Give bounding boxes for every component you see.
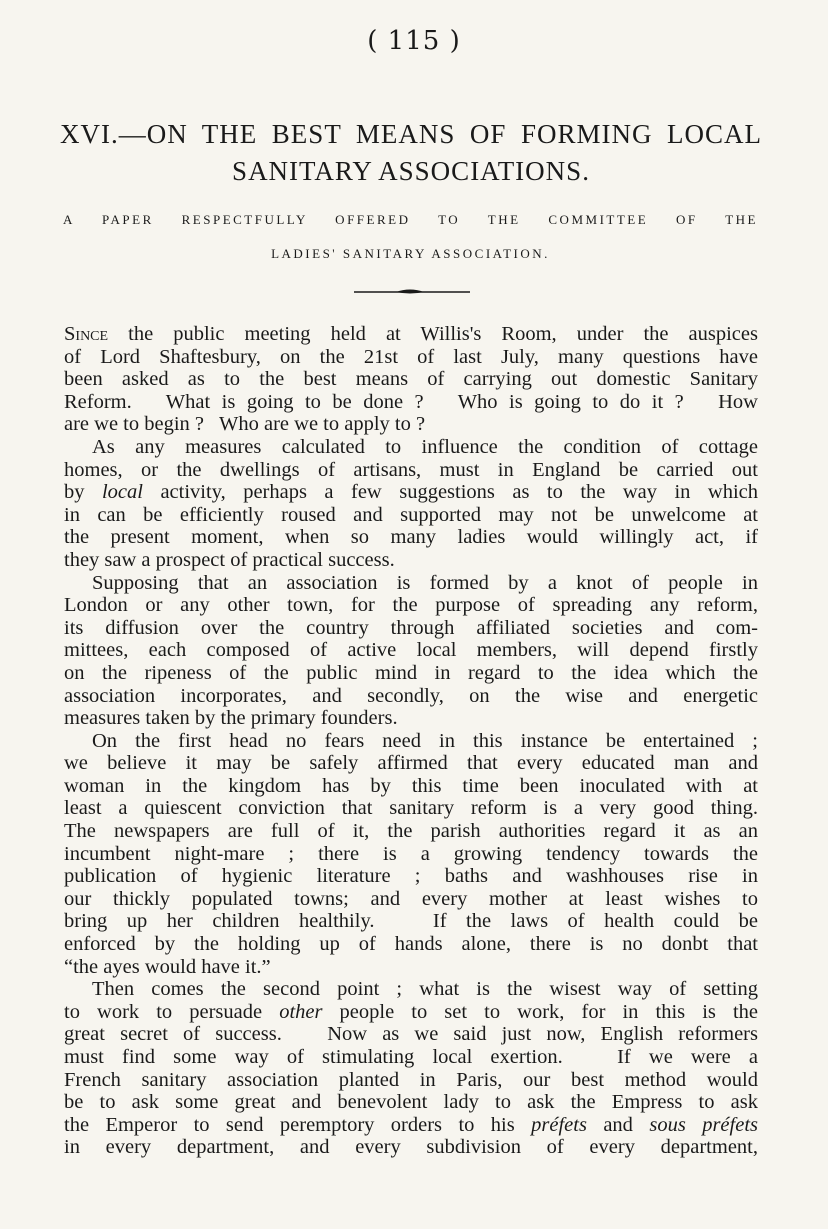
text-line: its diffusion over the country through affiliated societies and com- bbox=[64, 616, 758, 639]
text-line: on the ripeness of the public mind in regard to the idea which the bbox=[64, 661, 758, 684]
text-line: measures taken by the primary founders. bbox=[64, 707, 398, 730]
drop-word: Since bbox=[64, 323, 109, 345]
page-number: ( 115 ) bbox=[367, 26, 461, 56]
text-line: Since the public meeting held at Willis's Room, under the auspices bbox=[64, 323, 758, 345]
article-subtitle-line-2: LADIES' SANITARY ASSOCIATION. bbox=[271, 246, 550, 261]
text-line: be to ask some great and benevolent lady to ask the Empress to ask bbox=[64, 1091, 758, 1114]
italic-word: local bbox=[101, 481, 143, 504]
text-line: bring up her children healthily. If the laws of health could be bbox=[64, 910, 758, 933]
text-line: The newspapers are full of it, the parish authorities regard it as an bbox=[64, 820, 758, 843]
text-line: mittees, each composed of active local members, will depend firstly bbox=[64, 639, 758, 662]
text-line: must find some way of stimulating local exertion. If we were a bbox=[64, 1046, 758, 1068]
article-subtitle bbox=[63, 203, 758, 271]
text-line: Then comes the second point ; what is the wisest way of setting bbox=[92, 978, 758, 1001]
text-line: are we to begin ? Who are we to apply to ? bbox=[64, 413, 426, 436]
article-title bbox=[60, 116, 762, 190]
text-line: great secret of success. Now as we said just now, English reformers bbox=[64, 1023, 758, 1046]
text-line: they saw a prospect of practical success. bbox=[64, 548, 395, 571]
text-line: the Emperor to send peremptory orders to his préfets and sous préfets bbox=[64, 1113, 758, 1136]
italic-word: other bbox=[279, 1000, 323, 1023]
text-line: enforced by the holding up of hands alone, there is no donbt that bbox=[64, 933, 758, 956]
text-line: “the ayes would have it.” bbox=[64, 955, 271, 978]
text-line: On the first head no fears need in this instance be entertained ; bbox=[92, 729, 758, 752]
text-line: we believe it may be safely affirmed that every educated man and bbox=[64, 752, 758, 775]
text-line: French sanitary association planted in Paris, our best method would bbox=[64, 1068, 758, 1091]
text-line: in every department, and every subdivision of every department, bbox=[64, 1136, 758, 1159]
article-title-line-1: XVI.—ON THE BEST MEANS OF FORMING LOCAL bbox=[60, 119, 762, 149]
text-line: Reform. What is going to be done ? Who is going to do it ? How bbox=[64, 390, 758, 413]
article-subtitle-line-1: A PAPER RESPECTFULLY OFFERED TO THE COMMITTEE OF THE bbox=[63, 212, 758, 227]
article-title-line-2: SANITARY ASSOCIATIONS. bbox=[232, 156, 590, 186]
text-line: by local activity, perhaps a few suggestions as to the way in which bbox=[64, 481, 759, 504]
text-line: to work to persuade other people to set to work, for in this is the bbox=[64, 1000, 758, 1023]
ornament-rule-icon bbox=[352, 285, 472, 299]
italic-word: préfets bbox=[531, 1113, 587, 1136]
article-body bbox=[64, 323, 758, 1159]
text-line: in can be efficiently roused and supported may not be unwelcome at bbox=[64, 503, 758, 526]
text-line: of Lord Shaftesbury, on the 21st of last July, many questions have bbox=[64, 345, 758, 368]
italic-word: sous préfets bbox=[649, 1113, 758, 1136]
text-line: London or any other town, for the purpose of spreading any reform, bbox=[64, 594, 758, 617]
text-line: homes, or the dwellings of artisans, must in England be carried out bbox=[64, 458, 758, 481]
text-line: been asked as to the best means of carrying out domestic Sanitary bbox=[64, 368, 758, 391]
text-line: publication of hygienic literature ; baths and washhouses rise in bbox=[64, 865, 758, 888]
text-line: incumbent night-mare ; there is a growing tendency towards the bbox=[64, 842, 758, 865]
text-line: association incorporates, and secondly, on the wise and energetic bbox=[64, 684, 758, 707]
text-line: Supposing that an association is formed by a knot of people in bbox=[92, 571, 758, 594]
text-line: least a quiescent conviction that sanitary reform is a very good thing. bbox=[64, 797, 758, 820]
text-line: woman in the kingdom has by this time been inoculated with at bbox=[64, 774, 758, 797]
text-line: As any measures calculated to influence the condition of cottage bbox=[92, 435, 758, 458]
text-line: the present moment, when so many ladies would willingly act, if bbox=[64, 526, 758, 549]
text-line: our thickly populated towns; and every mother at least wishes to bbox=[64, 887, 758, 910]
